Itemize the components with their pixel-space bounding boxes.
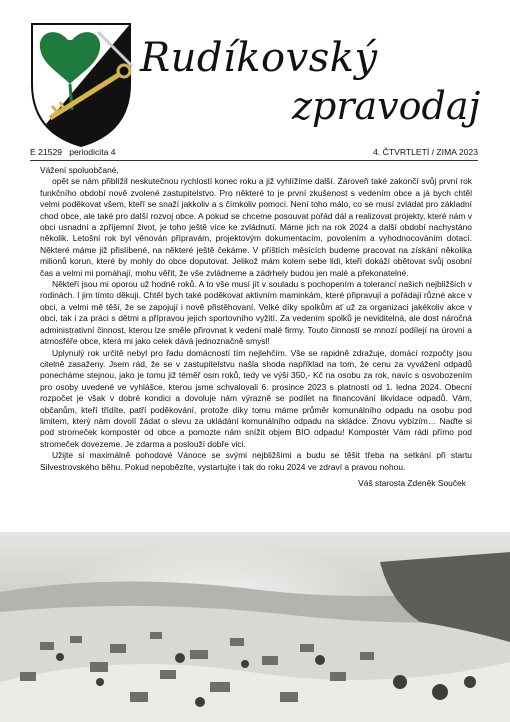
winter-village-photo <box>0 532 510 722</box>
letter-signature: Váš starosta Zdeněk Souček <box>358 477 466 488</box>
letter-paragraph: Uplynulý rok určitě nebyl pro řadu domácností tím nejlehčím. Vše se rapidně zdražuje, domácí rozpočty jsou citelně zasaženy. Jsem rád, že se v zastupitelstvu našla shoda například na tom, že cenu za vyvážení odpadů ponecháme stejnou, jako je tomu již téměř osm roků, tedy ve výši 350,- Kč na osobu za rok, navíc s osvobozením pro osoby uvedené ve vyhlášce, kterou jsme schvalovali 6. prosince 2023 s platností od 1. ledna 2024. Obecní rozpočet je však v dobré kondici a dovoluje nám výrazně se podílet na financování likvidace odpadů. Vám, občanům, kteří třídíte, patří poděkování, protože díky tomu máme průměr komunálního odpadu na osobu pod limitem, který nám dovolí žádat o slevu za ukládání komunálního odpadu na skládce. Znovu vybízím… Naďte si pod stromeček kompostér od obce a pomozte nám snížit objem BIO odpadu! Kompostér Vám rádi přímo pod stromeček dovezeme. Je zdarma a poslouží dobře vici. <box>40 347 472 449</box>
registration-number: E 21529 <box>30 147 63 157</box>
letter-greeting: Vážení spoluobčané, <box>40 165 119 175</box>
letter-paragraph: Užijte si maximálně pohodové Vánoce se svými nejbližšími a budu se těšit třeba na setkání při startu Silvestrovského běhu. Pokud nepobězíte, vystartujte i tak do roku 2024 ve zdraví a pravou nohou. <box>40 450 472 472</box>
mayor-letter <box>40 165 472 489</box>
periodicity: periodicita 4 <box>69 147 116 157</box>
letter-paragraph: Někteří jsou mi oporou už hodně roků. A to vše musí jít v souladu s pochopením a tolerancí našich nejbližších v rodinách. I jim tímto děkuji. Chtěl bych také poděkovat aktivním maminkám, které připravují a pořádají různé akce v obci, a velmi mě těší, že se zapojují i nově přistěhovaní. Velké díky spolkům ať už za organizaci jakékoliv akce v obci, tak i za práci s dětmi a přípravou jejich sportovního vyžití. Za vedením spolků je neviditelná, ale dost náročná administrativní činnost, kterou lze směle přirovnat k vedení malé firmy. Touto činností se mnozí podílejí na úrovni a atmosféře obce, která mi jako celek dává jednoznačně smysl! <box>40 279 472 347</box>
header-divider <box>30 160 478 161</box>
newsletter-subtitle: zpravodaj <box>292 84 481 128</box>
coat-of-arms <box>28 14 134 148</box>
issue-info-bar <box>30 146 478 158</box>
newsletter-title: Rudíkovský <box>140 35 378 81</box>
issue-label: 4. ČTVRTLETÍ / ZIMA 2023 <box>373 147 478 157</box>
letter-paragraph: opět se nám přiblížil neskutečnou rychlostí konec roku a již vyhlížíme další. Zároveň také zakončí svůj první rok funkčního období nově zvolené zastupitelstvo. Pro některé to je první zkušenost s vedením obce a já bych chtěl velmi poděkovat všem, kteří se snaží jakkoliv a s čímkoliv pomoci. Není toho málo, co se musí zvládat pro základní chod obce, ale také pro další rozvoj obce. A pokud se chceme posouvat pořád dál a realizovat projekty, které nám v obci usnadní a zpříjemní život, je toho ještě více ke zvládnutí. Máme jich na rok 2024 a další období nachystáno několik. Letošní rok byl věnován přípravám, projektovým dokumentacím, povolením a vyhodnocováním dotací. Některé máme již přislíbené, na některé ještě čekáme. V příštích měsících budeme pracovat na získání několika milionů korun, které by mohly do obce doputovat. Jelikož mám kolem sebe lidi, kteří dokáží obětovat svůj osobní čas a velmi mi pomáhají, mohu věřit, že vše zvládneme a zádrhely budou jen malé a překonatelné. <box>40 176 472 278</box>
